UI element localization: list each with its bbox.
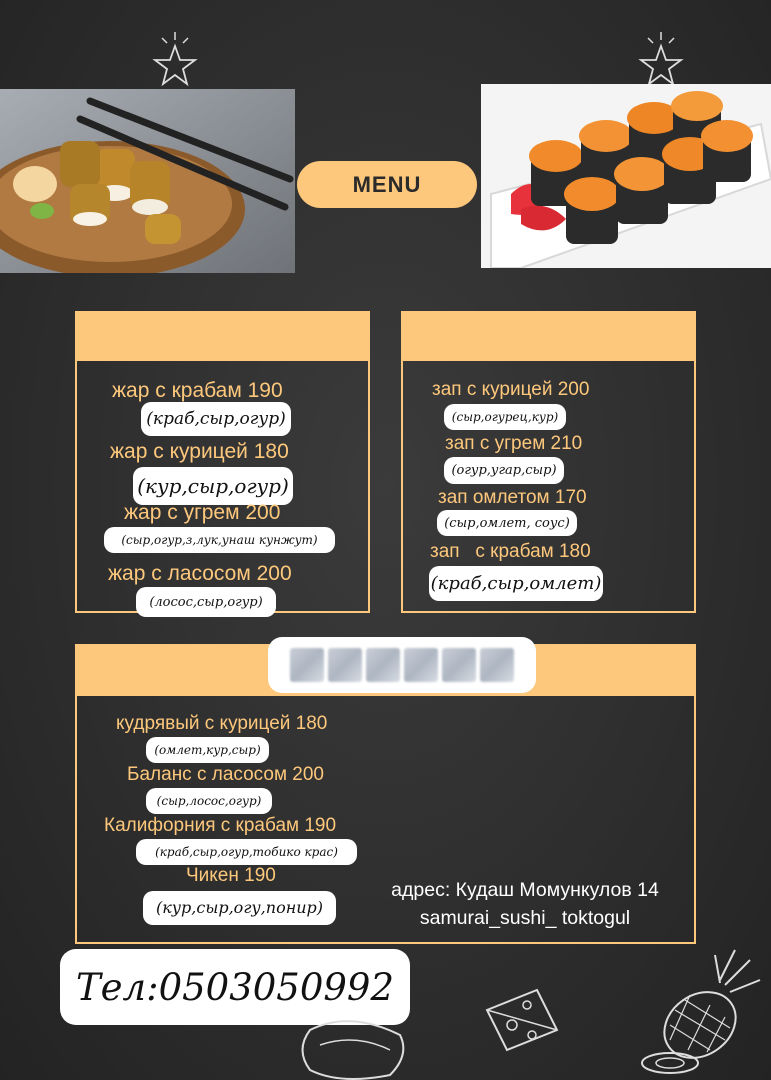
ingredients-label: (кур,сыр,огур) xyxy=(133,467,293,505)
ingredients-label: (сыр,лосос,огур) xyxy=(146,788,272,814)
ingredients-label: (сыр,огурец,кур) xyxy=(444,404,566,430)
ingredients-label: (краб,сыр,огур) xyxy=(141,402,291,436)
panel-header xyxy=(403,313,694,361)
menu-item-name: зап с курицей 200 xyxy=(432,379,590,400)
star-doodle-icon xyxy=(626,30,696,90)
menu-item-name: Чикен 190 xyxy=(186,865,276,886)
bread-doodle-icon xyxy=(290,1010,420,1080)
menu-item-name: Калифорния с крабам 190 xyxy=(104,815,337,836)
ingredients-label: (омлет,кур,сыр) xyxy=(146,737,269,763)
menu-item-name: зап омлетом 170 xyxy=(438,487,587,508)
menu-item-name: жар с угрем 200 xyxy=(124,501,281,524)
ingredients-label: (лосос,сыр,огур) xyxy=(136,587,276,617)
star-doodle-icon xyxy=(140,30,210,90)
cheese-doodle-icon xyxy=(482,985,562,1055)
menu-item-name: Баланс с ласосом 200 xyxy=(127,764,324,785)
ingredients-label: (огур,угар,сыр) xyxy=(444,457,564,484)
menu-item-name: зап с угрем 210 xyxy=(445,433,583,454)
ingredients-label: (сыр,огур,з,лук,унаш кунжут) xyxy=(104,527,335,553)
ingredients-label: (кур,сыр,огу,понир) xyxy=(143,891,336,925)
menu-item-name: кудрявый с курицей 180 xyxy=(116,713,328,734)
menu-item-name: жар с курицей 180 xyxy=(110,440,289,463)
contact-info xyxy=(355,876,695,932)
fried-rolls-photo xyxy=(0,89,295,273)
menu-item-name: зап с крабам 180 xyxy=(430,541,591,562)
ingredients-label: (краб,сыр,огур,тобико крас) xyxy=(136,839,357,865)
instagram-handle: samurai_sushi_ toktogul xyxy=(419,907,631,929)
menu-title: MENU xyxy=(297,161,477,208)
ingredients-label: (сыр,омлет, соус) xyxy=(437,510,577,536)
menu-item-name: жар с ласосом 200 xyxy=(108,562,292,585)
ingredients-label: (краб,сыр,омлет) xyxy=(429,566,603,601)
baked-rolls-photo xyxy=(481,84,771,268)
phone-number: Тел:0503050992 xyxy=(60,949,410,1025)
panel-header xyxy=(77,313,368,361)
address-text: адрес: Кудаш Момункулов 14 xyxy=(391,879,659,901)
menu-item-name: жар с крабам 190 xyxy=(112,379,283,402)
pineapple-doodle-icon xyxy=(640,945,771,1080)
blurred-section-title xyxy=(268,637,536,693)
